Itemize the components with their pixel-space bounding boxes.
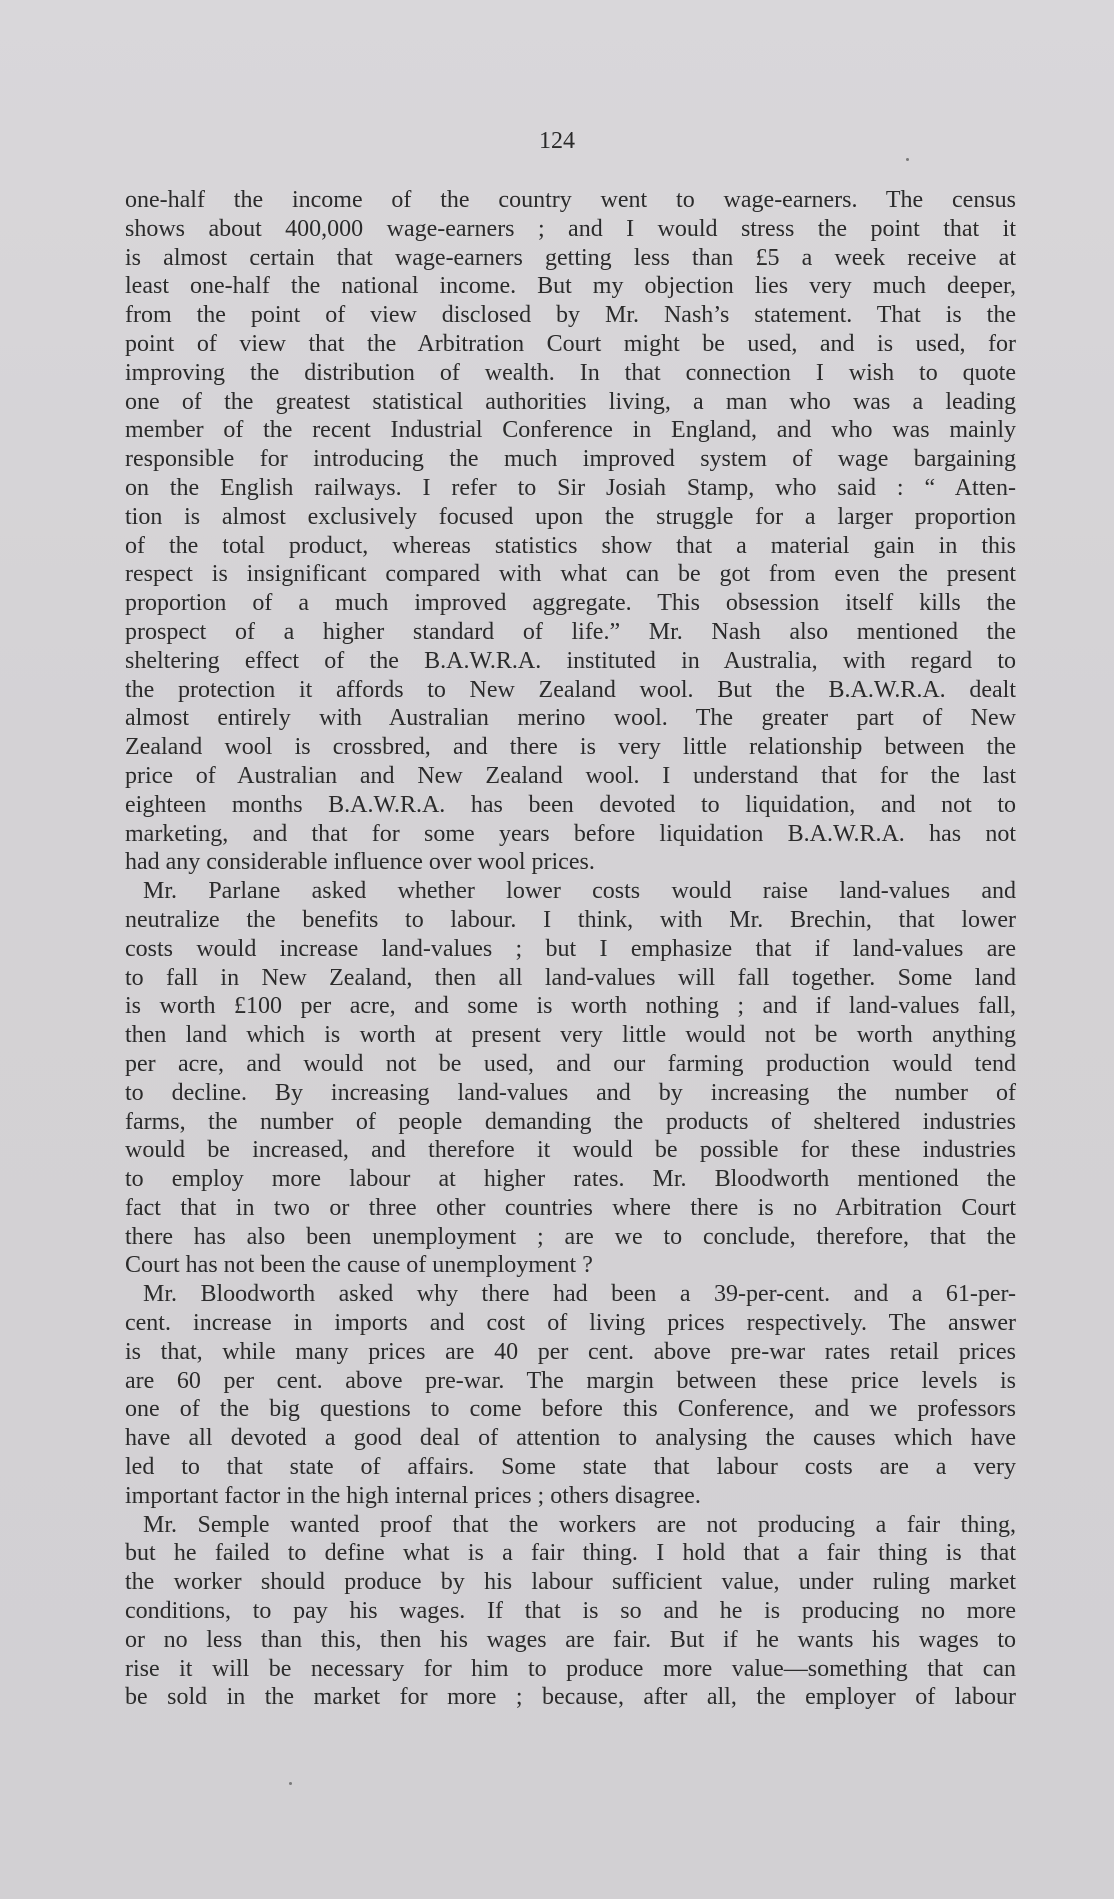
text-line: Zealand wool is crossbred, and there is very little relationship between the [125,734,1016,761]
text-line: Mr. Semple wanted proof that the workers are not producing a fair thing, [143,1511,1016,1538]
text-line: neutralize the benefits to labour. I think, with Mr. Brechin, that lower [125,906,1016,933]
text-line: prospect of a higher standard of life.” Mr. Nash also mentioned the [125,618,1016,645]
text-line: proportion of a much improved aggregate. This obsession itself kills the [125,590,1016,617]
text-line: shows about 400,000 wage-earners ; and I would stress the point that it [125,215,1016,242]
text-line: point of view that the Arbitration Court might be used, and is used, for [125,330,1016,357]
text-line: from the point of view disclosed by Mr. Nash’s statement. That is the [125,302,1016,329]
text-line: fact that in two or three other countries where there is no Arbitration Court [125,1194,1016,1221]
text-line: sheltering effect of the B.A.W.R.A. instituted in Australia, with regard to [125,647,1016,674]
text-line: the protection it affords to New Zealand wool. But the B.A.W.R.A. dealt [125,676,1016,703]
paragraph [125,877,1016,1280]
text-line: per acre, and would not be used, and our farming production would tend [125,1050,1016,1077]
text-line: or no less than this, then his wages are fair. But if he wants his wages to [125,1626,1016,1653]
text-line: would be increased, and therefore it would be possible for these industries [125,1137,1016,1164]
text-line: be sold in the market for more ; because, after all, the employer of labour [125,1684,1016,1711]
text-line: have all devoted a good deal of attention to analysing the causes which have [125,1425,1016,1452]
text-line: farms, the number of people demanding the products of sheltered industries [125,1108,1016,1135]
text-line: Mr. Bloodworth asked why there had been a 39-per-cent. and a 61-per- [143,1281,1016,1308]
paragraph [125,1280,1016,1510]
text-line: cent. increase in imports and cost of living prices respectively. The answer [125,1310,1016,1337]
text-line: price of Australian and New Zealand wool. I understand that for the last [125,762,1016,789]
text-line: is worth £100 per acre, and some is worth nothing ; and if land-values fall, [125,993,1016,1020]
text-line: important factor in the high internal prices ; others disagree. [125,1482,701,1509]
text-line: to employ more labour at higher rates. Mr. Bloodworth mentioned the [125,1166,1016,1193]
text-line: costs would increase land-values ; but I emphasize that if land-values are [125,935,1016,962]
text-line: conditions, to pay his wages. If that is so and he is producing no more [125,1598,1016,1625]
text-line: there has also been unemployment ; are we to conclude, therefore, that the [125,1223,1016,1250]
text-line: led to that state of affairs. Some state that labour costs are a very [125,1454,1016,1481]
text-line: improving the distribution of wealth. In that connection I wish to quote [125,359,1016,386]
body-text [125,186,1016,1712]
page-number: 124 [539,128,575,154]
text-line: to fall in New Zealand, then all land-values will fall together. Some land [125,964,1016,991]
paragraph [125,186,1016,877]
text-line: least one-half the national income. But my objection lies very much deeper, [125,273,1016,300]
text-line: Mr. Parlane asked whether lower costs would raise land-values and [143,878,1016,905]
text-line: eighteen months B.A.W.R.A. has been devoted to liquidation, and not to [125,791,1016,818]
text-line: Court has not been the cause of unemployment ? [125,1252,593,1279]
text-line: had any considerable influence over wool prices. [125,849,595,876]
text-line: on the English railways. I refer to Sir Josiah Stamp, who said : “ Atten- [125,474,1016,501]
text-line: almost entirely with Australian merino wool. The greater part of New [125,705,1016,732]
text-line: tion is almost exclusively focused upon the struggle for a larger proportion [125,503,1016,530]
text-line: to decline. By increasing land-values and by increasing the number of [125,1079,1016,1106]
text-line: respect is insignificant compared with what can be got from even the present [125,561,1016,588]
text-line: is almost certain that wage-earners getting less than £5 a week receive at [125,244,1016,271]
text-line: responsible for introducing the much improved system of wage bargaining [125,446,1016,473]
paper-speck [906,158,909,161]
paper-speck [289,1782,292,1785]
text-line: are 60 per cent. above pre-war. The margin between these price levels is [125,1367,1016,1394]
text-line: is that, while many prices are 40 per cent. above pre-war rates retail prices [125,1338,1016,1365]
text-line: rise it will be necessary for him to produce more value—something that can [125,1655,1016,1682]
text-line: of the total product, whereas statistics show that a material gain in this [125,532,1016,559]
text-line: marketing, and that for some years before liquidation B.A.W.R.A. has not [125,820,1016,847]
text-line: the worker should produce by his labour sufficient value, under ruling market [125,1569,1016,1596]
text-line: member of the recent Industrial Conference in England, and who was mainly [125,417,1016,444]
text-line: one of the greatest statistical authorities living, a man who was a leading [125,388,1016,415]
text-line: one-half the income of the country went to wage-earners. The census [125,187,1016,213]
text-line: then land which is worth at present very little would not be worth anything [125,1022,1016,1049]
paragraph [125,1511,1016,1713]
text-line: one of the big questions to come before this Conference, and we professors [125,1396,1016,1423]
text-line: but he failed to define what is a fair thing. I hold that a fair thing is that [125,1540,1016,1567]
